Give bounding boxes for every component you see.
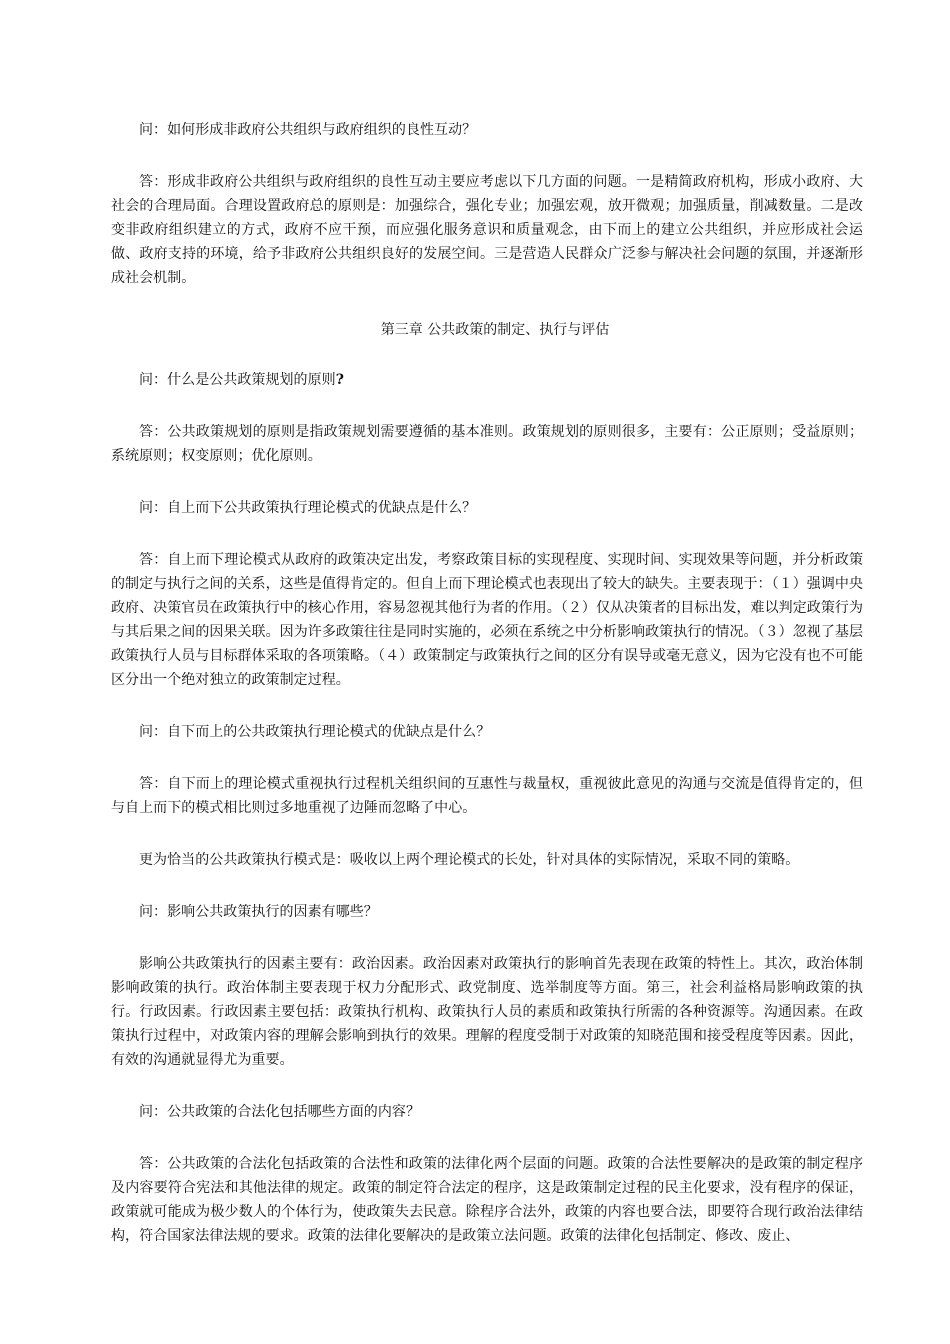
document-page <box>111 118 863 1276</box>
answer-paragraph: 答：自下而上的理论模式重视执行过程机关组织间的互惠性与裁量权，重视彼此意见的沟通与交流是值得肯定的，但与自上而下的模式相比则过多地重视了边陲而忽略了中心。 <box>111 776 863 816</box>
chapter-heading: 第三章 公共政策的制定、执行与评估 <box>380 322 610 338</box>
question-paragraph: 问：如何形成非政府公共组织与政府组织的良性互动？ <box>139 122 477 138</box>
question-paragraph: 问：影响公共政策执行的因素有哪些？ <box>139 904 378 920</box>
answer-paragraph: 答：公共政策的合法化包括政策的合法性和政策的法律化两个层面的问题。政策的合法性要解决的是政策的制定程序及内容要符合宪法和其他法律的规定。政策的制定符合法定的程序，这是政策制定过程的民主化要求，没有程序的保证，政策就可能成为极少数人的个体行为，使政策失去民意。除程序合法外，政策的内容也要合法，即要符合现行政治法律结构，符合国家法律法规的要求。政策的法律化要解决的是政策立法问题。政策的法律化包括制定、修改、废止、 <box>111 1156 863 1244</box>
question-text: 问：什么是公共政策规划的原则 <box>139 372 336 388</box>
answer-paragraph: 答：公共政策规划的原则是指政策规划需要遵循的基本准则。政策规划的原则很多，主要有：公正原则；受益原则；系统原则；权变原则；优化原则。 <box>111 424 863 464</box>
question-paragraph: 问：自下而上的公共政策执行理论模式的优缺点是什么？ <box>139 724 491 740</box>
answer-paragraph: 答：形成非政府公共组织与政府组织的良性互动主要应考虑以下几方面的问题。一是精简政府机构，形成小政府、大社会的合理局面。合理设置政府总的原则是：加强综合，强化专业；加强宏观，放开微观；加强质量，削减数量。二是改变非政府组织建立的方式，政府不应干预，而应强化服务意识和质量观念，由下而上的建立公共组织，并应形成社会运做、政府支持的环境，给予非政府公共组织良好的发展空间。三是营造人民群众广泛参与解决社会问题的氛围，并逐渐形成社会机制。 <box>111 174 863 286</box>
question-paragraph: 问：公共政策的合法化包括哪些方面的内容？ <box>139 1104 420 1120</box>
question-mark: ? <box>335 372 344 388</box>
answer-paragraph: 影响公共政策执行的因素主要有：政治因素。政治因素对政策执行的影响首先表现在政策的特性上。其次，政治体制影响政策的执行。政治体制主要表现于权力分配形式、政党制度、选举制度等方面。第三，社会利益格局影响政策的执行。行政因素。行政因素主要包括：政策执行机构、政策执行人员的素质和政策执行所需的各种资源等。沟通因素。在政策执行过程中，对政策内容的理解会影响到执行的效果。理解的程度受制于对政策的知晓范围和接受程度等因素。因此，有效的沟通就显得尤为重要。 <box>111 956 863 1068</box>
summary-paragraph: 更为恰当的公共政策执行模式是：吸收以上两个理论模式的长处，针对具体的实际情况，采取不同的策略。 <box>139 852 800 868</box>
answer-paragraph: 答：自上而下理论模式从政府的政策决定出发，考察政策目标的实现程度、实现时间、实现效果等问题，并分析政策的制定与执行之间的关系，这些是值得肯定的。但自上而下理论模式也表现出了较大的缺失。主要表现于：（１）强调中央政府、决策官员在政策执行中的核心作用，容易忽视其他行为者的作用。（２）仅从决策者的目标出发，难以判定政策行为与其后果之间的因果关联。因为许多政策往往是同时实施的，必须在系统之中分析影响政策执行的情况。（３）忽视了基层政策执行人员与目标群体采取的各项策略。（４）政策制定与政策执行之间的区分有误导或毫无意义，因为它没有也不可能区分出一个绝对独立的政策制定过程。 <box>111 552 863 688</box>
question-paragraph <box>111 368 863 392</box>
question-paragraph: 问：自上而下公共政策执行理论模式的优缺点是什么？ <box>139 500 477 516</box>
